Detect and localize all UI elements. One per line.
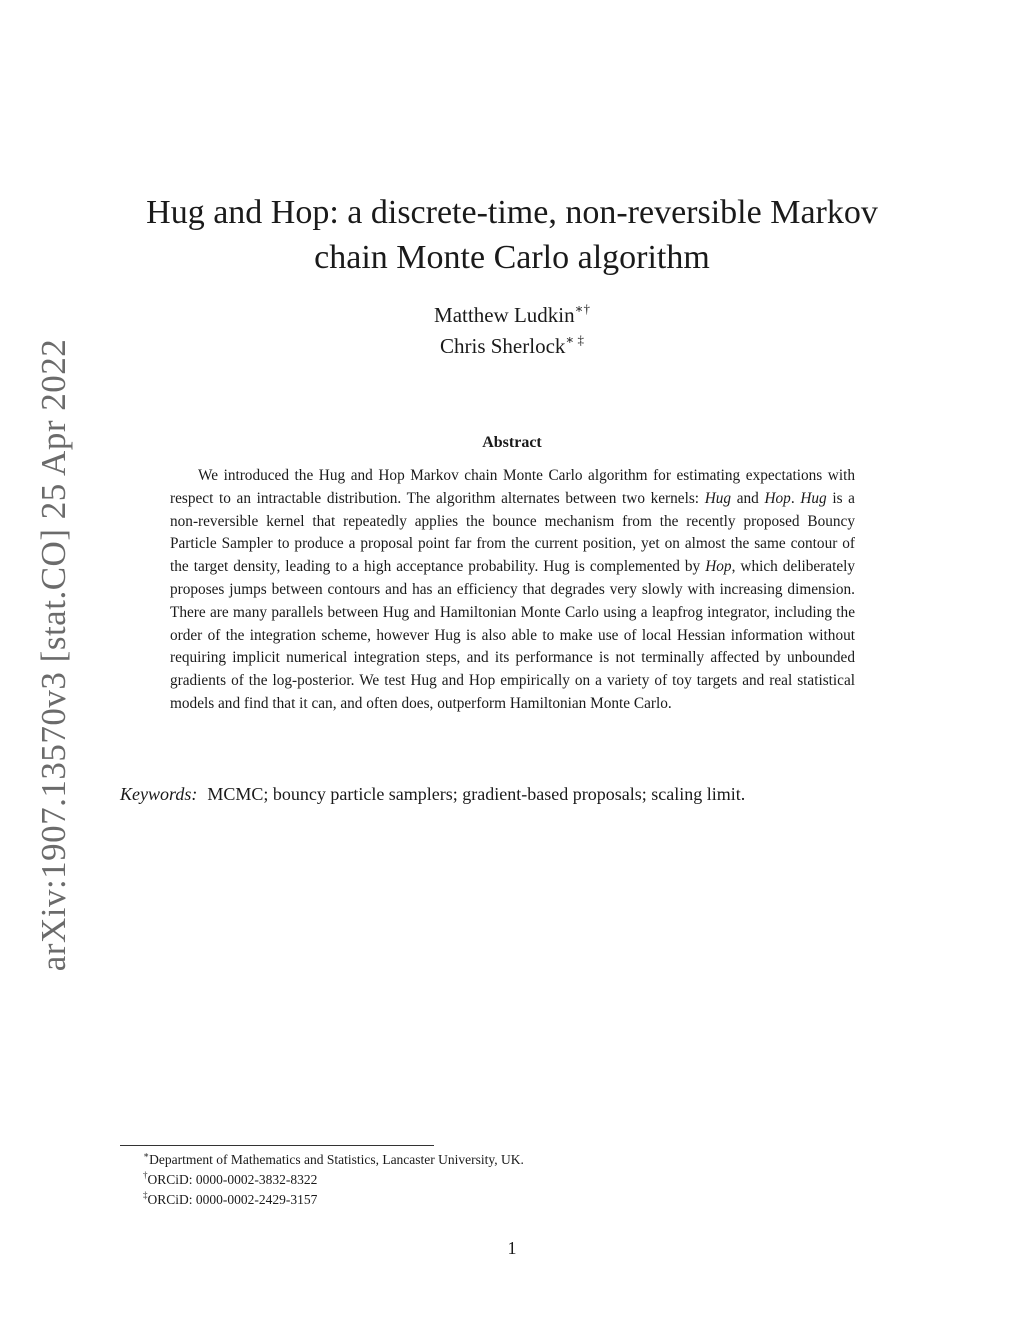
page-number: 1 [507,1238,517,1258]
abstract-heading: Abstract [482,434,542,451]
abstract-term-hug-1: Hug [704,489,732,507]
footnote-affiliation [143,1150,524,1170]
paper-title-line-2: chain Monte Carlo algorithm [314,239,710,276]
footnote-mark-1: ∗ [143,1150,150,1160]
arxiv-side-identifier: arXiv:1907.13570v3 [stat.CO] 25 Apr 2022 [34,338,73,972]
footnote-orcid-2 [143,1190,524,1210]
footnote-rule [120,1145,434,1146]
keywords-line [120,784,745,805]
abstract-term-hug-2: Hug [800,489,827,507]
footnote-orcid-1 [143,1170,524,1190]
abstract-text-5: , which deliberately proposes jumps between contours and has an efficiency that degrades very slowly with increasing dimension. There are many parallels between Hug and Hamiltonian Monte Carlo using a leapfrog integrator, including the order of the integration scheme, however Hug is also able to make use of local Hessian information without requiring implicit numerical integration steps, and its performance is not terminally affected by unbounded gradients of the log-posterior. We test Hug and Hop empirically on a variety of toy targets and real statistical models and find that it can, and often does, outperform Hamiltonian Monte Carlo. [170,558,856,712]
footnote-text-3: ORCiD: 0000-0002-2429-3157 [147,1192,318,1207]
author-2-marks: ∗ ‡ [565,332,584,347]
author-1 [0,300,1024,331]
abstract-term-hop-1: Hop [764,489,791,507]
author-1-marks: ∗† [574,301,590,316]
abstract-term-hop-2: Hop [705,558,732,576]
footnote-text-1: Department of Mathematics and Statistics, Lancaster University, UK. [149,1152,524,1167]
footnote-text-2: ORCiD: 0000-0002-3832-8322 [147,1172,318,1187]
footnote-mark-2: † [143,1170,148,1180]
author-2 [0,331,1024,362]
author-2-name: Chris Sherlock [440,334,566,358]
abstract-body [170,465,855,716]
author-1-name: Matthew Ludkin [434,303,575,327]
keywords-text: MCMC; bouncy particle samplers; gradient-based proposals; scaling limit. [207,784,746,804]
paper-title-line-1: Hug and Hop: a discrete-time, non-reversible Markov [146,194,878,231]
author-list [0,300,1024,362]
abstract-text-3: . [790,489,801,507]
abstract-text-4: is a non-reversible kernel that repeatedly applies the bounce mechanism from the recently proposed Bouncy Particle Sampler to produce a proposal point far from the current position, yet on almost the same contour of the target density, leading to a high acceptance probability. Hug is complemented by [170,489,855,576]
footnotes [143,1150,524,1210]
footnote-mark-3: ‡ [143,1190,148,1200]
abstract-text-2: and [731,489,765,507]
keywords-label: Keywords: [120,784,198,804]
paper-title [0,190,1024,280]
abstract-text-1: We introduced the Hug and Hop Markov chain Monte Carlo algorithm for estimating expectations with respect to an intractable distribution. The algorithm alternates between two kernels: [170,467,855,507]
